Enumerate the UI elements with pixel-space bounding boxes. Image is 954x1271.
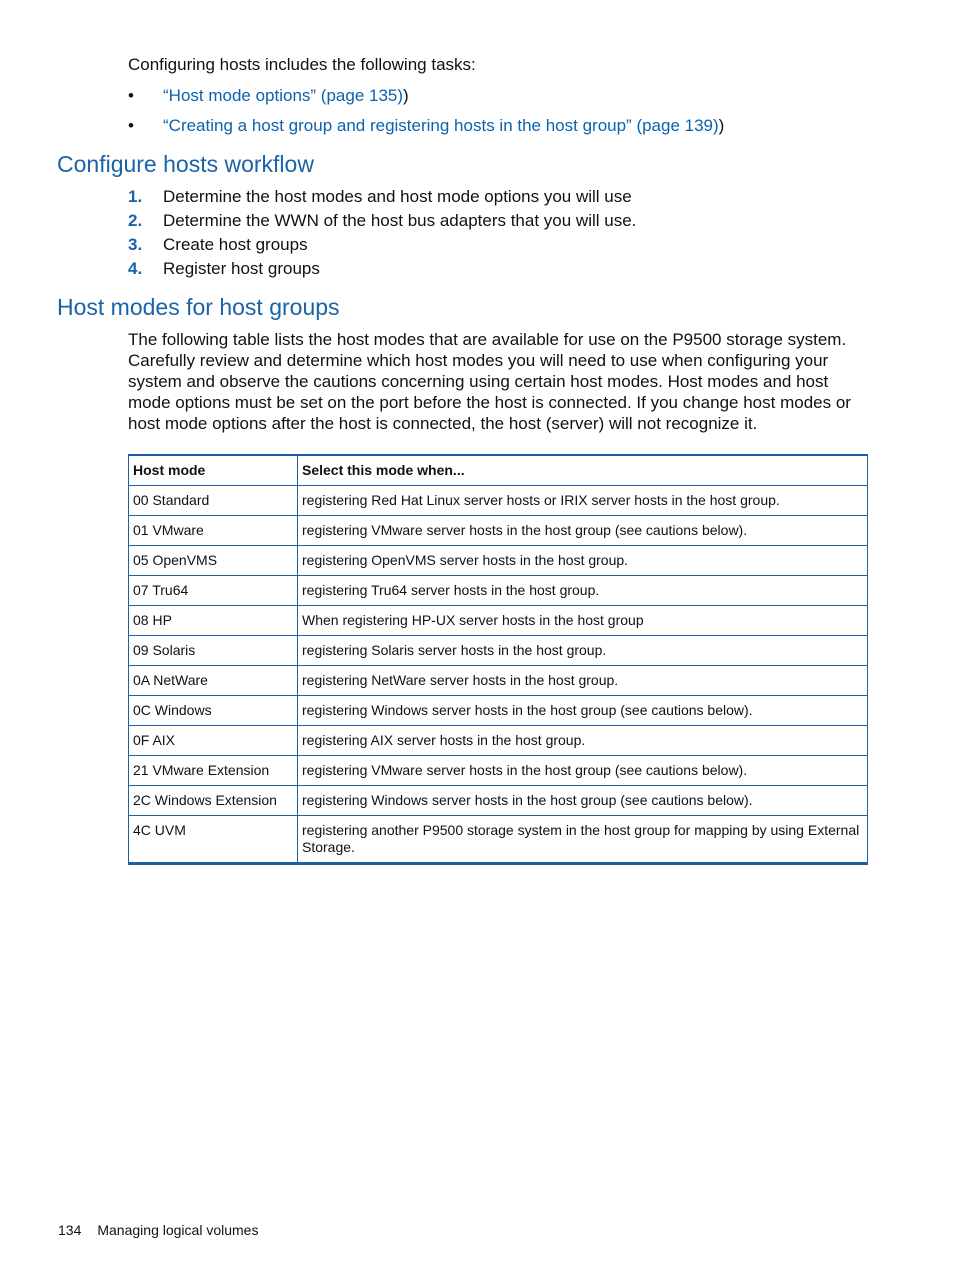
host-mode-cell: 09 Solaris xyxy=(129,636,298,666)
table-row xyxy=(129,636,868,666)
host-modes-paragraph: The following table lists the host modes that are available for use on the P9500 storage system. Carefully review and determine which host modes you will need to use when configuring your system and observe the cautions concerning using certain host modes. Host modes and host mode options must be set on the port before the host is connected. If you change host modes or host mode options after the host is connected, the host (server) will not recognize it. xyxy=(128,330,851,433)
when-cell: registering Solaris server hosts in the host group. xyxy=(298,636,868,666)
when-cell: registering Windows server hosts in the host group (see cautions below). xyxy=(298,696,868,726)
creating-host-group-link[interactable]: “Creating a host group and registering hosts in the host group” (page 139) xyxy=(163,116,719,135)
link-suffix: ) xyxy=(718,116,725,135)
footer-section-title: Managing logical volumes xyxy=(97,1222,259,1238)
task-item xyxy=(128,84,724,114)
host-mode-cell: 01 VMware xyxy=(129,516,298,546)
when-cell: registering Red Hat Linux server hosts or IRIX server hosts in the host group. xyxy=(298,486,868,516)
host-mode-cell: 00 Standard xyxy=(129,486,298,516)
page-number: 134 xyxy=(58,1222,82,1238)
host-mode-cell: 05 OpenVMS xyxy=(129,546,298,576)
when-cell: registering Tru64 server hosts in the host group. xyxy=(298,576,868,606)
when-cell: When registering HP-UX server hosts in the host group xyxy=(298,606,868,636)
when-cell: registering Windows server hosts in the host group (see cautions below). xyxy=(298,786,868,816)
column-header-select-when: Select this mode when... xyxy=(298,455,868,486)
step-item xyxy=(128,233,636,257)
host-mode-cell: 4C UVM xyxy=(129,816,298,864)
workflow-steps xyxy=(128,185,636,281)
host-modes-table xyxy=(128,454,868,865)
when-cell: registering VMware server hosts in the host group (see cautions below). xyxy=(298,516,868,546)
when-cell: registering OpenVMS server hosts in the host group. xyxy=(298,546,868,576)
step-text: Determine the host modes and host mode options you will use xyxy=(163,187,632,206)
when-cell: registering another P9500 storage system in the host group for mapping by using External Storage. xyxy=(298,816,868,864)
step-item xyxy=(128,209,636,233)
when-cell: registering AIX server hosts in the host group. xyxy=(298,726,868,756)
task-list xyxy=(128,84,724,144)
table-row xyxy=(129,696,868,726)
host-mode-cell: 21 VMware Extension xyxy=(129,756,298,786)
page-footer xyxy=(58,1222,258,1238)
link-suffix: ) xyxy=(403,86,409,105)
table-row xyxy=(129,546,868,576)
table-row xyxy=(129,666,868,696)
table-row xyxy=(129,756,868,786)
step-item xyxy=(128,185,636,209)
host-mode-cell: 0C Windows xyxy=(129,696,298,726)
column-header-host-mode: Host mode xyxy=(129,455,298,486)
workflow-heading: Configure hosts workflow xyxy=(57,151,314,177)
host-mode-options-link[interactable]: “Host mode options” (page 135) xyxy=(163,86,404,105)
step-number: 1. xyxy=(128,187,143,206)
step-item xyxy=(128,257,636,281)
when-cell: registering VMware server hosts in the host group (see cautions below). xyxy=(298,756,868,786)
step-text: Determine the WWN of the host bus adapters that you will use. xyxy=(163,211,637,230)
host-mode-cell: 2C Windows Extension xyxy=(129,786,298,816)
step-text: Register host groups xyxy=(163,259,320,278)
host-mode-cell: 08 HP xyxy=(129,606,298,636)
when-cell: registering NetWare server hosts in the host group. xyxy=(298,666,868,696)
table-row xyxy=(129,816,868,864)
bullet: • xyxy=(128,116,134,135)
step-number: 2. xyxy=(128,211,143,230)
table-row xyxy=(129,516,868,546)
table-row xyxy=(129,786,868,816)
bullet: • xyxy=(128,86,134,105)
table-row xyxy=(129,726,868,756)
host-mode-cell: 0F AIX xyxy=(129,726,298,756)
task-item xyxy=(128,114,724,144)
table-row xyxy=(129,486,868,516)
table-header-row xyxy=(129,455,868,486)
host-mode-cell: 07 Tru64 xyxy=(129,576,298,606)
intro-text: Configuring hosts includes the following tasks: xyxy=(128,55,476,74)
step-number: 4. xyxy=(128,259,143,278)
host-mode-cell: 0A NetWare xyxy=(129,666,298,696)
table-row xyxy=(129,606,868,636)
host-modes-heading: Host modes for host groups xyxy=(57,294,340,320)
step-number: 3. xyxy=(128,235,143,254)
step-text: Create host groups xyxy=(163,235,308,254)
table-row xyxy=(129,576,868,606)
